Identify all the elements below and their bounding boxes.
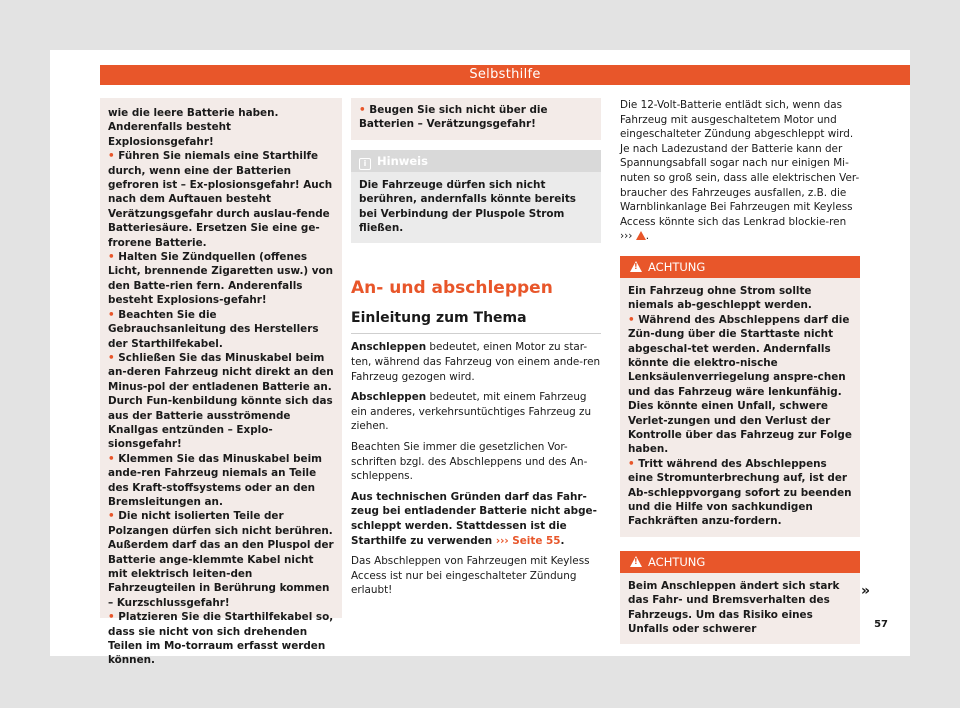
middle-column <box>351 98 601 598</box>
bullet-dot-icon: • <box>108 351 115 364</box>
paragraph-regulations: Beachten Sie immer die gesetzlichen Vor-schriften bzgl. des Abschleppens und des An-schleppens. <box>351 441 588 483</box>
warning-continuation-box <box>100 98 342 667</box>
bullet-dot-icon: • <box>108 150 115 163</box>
right-column <box>620 98 860 644</box>
info-icon: i <box>359 158 371 170</box>
warning-intro: wie die leere Batterie haben. Anderenfalls besteht Explosionsgefahr! <box>108 107 279 148</box>
paragraph-abschleppen: Abschleppen bedeutet, mit einem Fahrzeug ein anderes, verkehrsuntüchtiges Fahrzeug zu ziehen. <box>351 391 592 433</box>
note-text: Die Fahrzeuge dürfen sich nicht berühren, andernfalls könnte bereits bei Verbindung der Pluspole Strom fließen. <box>359 178 576 235</box>
warning-bullet: • Schließen Sie das Minuskabel beim an-deren Fahrzeug nicht direkt an den Minus-pol der entladenen Batterie an. Durch Fun-kenbildung könnte sich das aus der Batterie ausströmende Knallgas entzünden – Explo-sionsgefahr! <box>108 351 334 451</box>
paragraph-keyless: Das Abschleppen von Fahrzeugen mit Keyless Access ist nur bei eingeschalteter Zündung erlaubt! <box>351 555 590 597</box>
warning-bullet: • Während des Abschleppens darf die Zün-dung über die Starttaste nicht abgeschal-tet werden. Andernfalls könnte die elektro-nische Lenksäulenverriegelung anspre-chen und das Fahrzeug wäre lenkunfähig. Dies könnte einen Unfall, schwere Verlet-zungen und den Verlust der Kontrolle über das Fahrzeug zur Folge haben. <box>628 313 852 456</box>
section-title: An- und abschleppen <box>351 278 553 299</box>
manual-page <box>50 50 910 667</box>
warning-bullet: • Klemmen Sie das Minuskabel beim ande-ren Fahrzeug niemals an Teile des Kraft-stoffsystems oder an den Bremsleitungen an. <box>108 452 322 508</box>
warning-bullet: • Führen Sie niemals eine Starthilfe durch, wenn eine der Batterien gefroren ist – Ex-plosionsgefahr! Auch nach dem Auftauen besteht Verätzungsgefahr durch auslau-fende Batteriesäure. Ersetzen Sie eine ge-frorene Batterie. <box>108 150 333 249</box>
paragraph-technical: Aus technischen Gründen darf das Fahr-zeug bei entladender Batterie nicht abge-schleppt werden. Stattdessen ist die Starthilfe zu verwenden ››› Seite 55. <box>351 490 597 547</box>
chapter-header: Selbsthilfe <box>100 65 910 85</box>
paragraph-battery: Die 12-Volt-Batterie entlädt sich, wenn das Fahrzeug mit ausgeschaltetem Motor und eingeschalteter Zündung abgeschleppt wird. Je nach Ladezustand der Batterie kann der Spannungsabfall sogar nach nur einigen Mi-nuten so groß sein, dass alle elektrischen Ver-braucher des Fahrzeuges ausfallen, z.B. die Warnblinkanlage Bei Fahrzeugen mit Keyless Access könnte sich das Lenkrad blockie-ren ››› . <box>620 99 860 243</box>
bullet-dot-icon: • <box>108 251 115 264</box>
warning-continuation-box-2 <box>351 98 601 140</box>
bullet-dot-icon: • <box>108 308 115 321</box>
warning-triangle-icon <box>636 231 646 240</box>
warning-bullet: • Die nicht isolierten Teile der Polzangen dürfen sich nicht berühren. Außerdem darf das an den Pluspol der Batterie ange-klemmte Kabel nicht mit elektrisch leiten-den Fahrzeugteilen in Berührung kommen – Kurzschlussgefahr! <box>108 510 334 609</box>
subsection-title: Einleitung zum Thema <box>351 308 601 334</box>
continue-arrow-icon: » <box>860 583 870 599</box>
warning-bullet: • Platzieren Sie die Starthilfekabel so, dass sie nicht von sich drehenden Teilen im Mo-torraum erfasst werden können. <box>108 611 334 667</box>
warning-header: !ACHTUNG <box>620 256 860 278</box>
note-box <box>351 150 601 244</box>
warning-box-1 <box>620 256 860 537</box>
bullet-dot-icon: • <box>628 313 635 326</box>
paragraph-anschleppen: Anschleppen bedeutet, einen Motor zu star-ten, während das Fahrzeug von einem ande-ren Fahrzeug gezogen wird. <box>351 341 601 383</box>
reference-arrows[interactable]: ››› <box>620 230 633 243</box>
bullet-dot-icon: • <box>359 104 366 116</box>
warning-bullet: • Beachten Sie die Gebrauchsanleitung des Herstellers der Starthilfekabel. <box>108 308 319 350</box>
warning-triangle-icon <box>630 261 642 272</box>
bullet-dot-icon: • <box>108 611 115 624</box>
page-reference-link[interactable]: ››› Seite 55 <box>495 534 561 547</box>
warning-bullet: • Beugen Sie sich nicht über die Batterien – Verätzungsgefahr! <box>359 104 548 131</box>
warning-bullet: • Halten Sie Zündquellen (offenes Licht, brennende Zigaretten usw.) von den Batte-rien fern. Anderenfalls besteht Explosions-gefahr! <box>108 251 334 307</box>
warning-box-2 <box>620 551 860 645</box>
warning-body: Ein Fahrzeug ohne Strom sollte niemals ab-geschleppt werden. • Während des Abschleppens darf die Zün-dung über die Starttaste nicht abgeschal-tet werden. Andernfalls könnte die elektro-nische Lenksäulenverriegelung anspre-chen und das Fahrzeug wäre lenkunfähig. Dies könnte einen Unfall, schwere Verlet-zungen und den Verlust der Kontrolle über das Fahrzeug zur Folge haben. • Tritt während des Abschleppens eine Stromunterbrechung auf, ist der Ab-schleppvorgang sofort zu beenden und die Hilfe von sachkundigen Fachkräften anzu-fordern. <box>628 284 852 528</box>
warning-header: !ACHTUNG <box>620 551 860 573</box>
bullet-dot-icon: • <box>108 510 115 523</box>
note-header <box>351 150 601 172</box>
warning-body: Beim Anschleppen ändert sich stark das Fahr- und Bremsverhalten des Fahrzeugs. Um das Risiko eines Unfalls oder schwerer <box>628 579 840 636</box>
page-number: 57 <box>874 619 888 630</box>
warning-bullet: • Tritt während des Abschleppens eine Stromunterbrechung auf, ist der Ab-schleppvorgang sofort zu beenden und die Hilfe von sachkundigen Fachkräften anzu-fordern. <box>628 457 852 528</box>
bullet-dot-icon: • <box>108 452 115 465</box>
bullet-dot-icon: • <box>628 457 635 470</box>
note-title: Hinweis <box>377 153 428 168</box>
warning-triangle-icon <box>630 556 642 567</box>
